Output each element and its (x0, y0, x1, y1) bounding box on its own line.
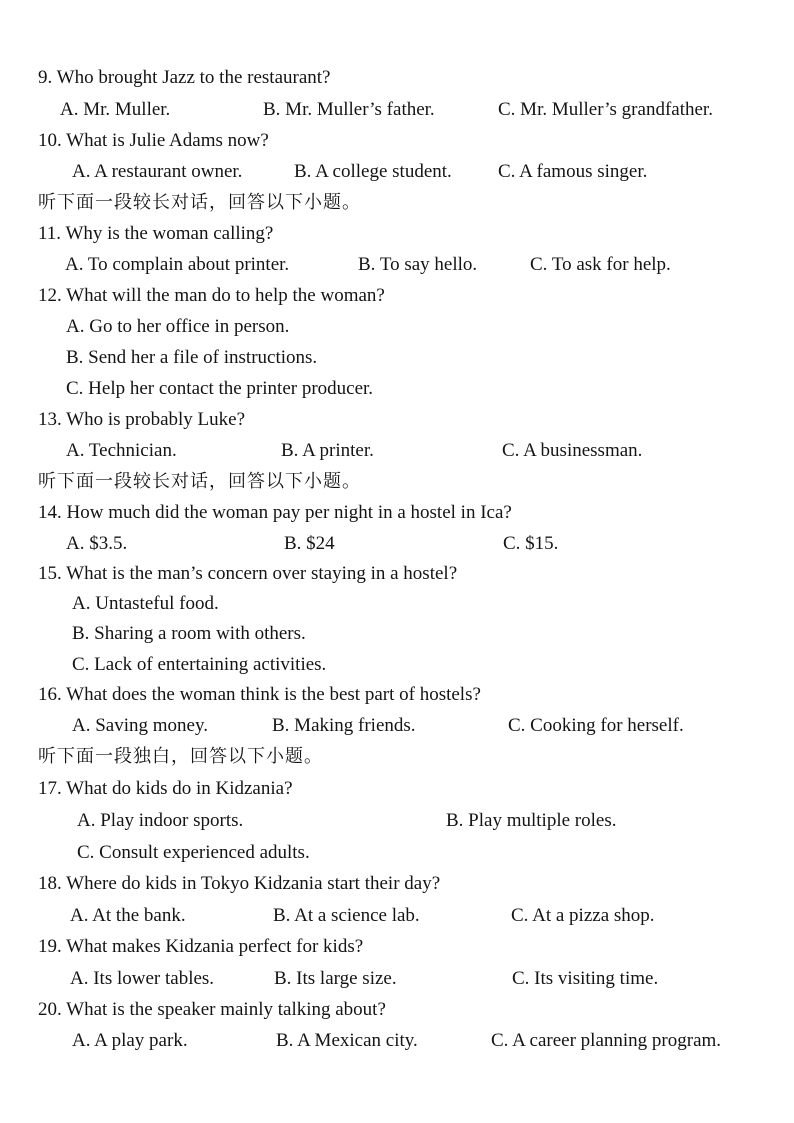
question-19-option-a: A. Its lower tables. (70, 968, 215, 989)
question-11-stem: 11. Why is the woman calling? (38, 223, 274, 244)
question-15-option-a: A. Untasteful food. (72, 593, 219, 614)
question-18-stem: 18. Where do kids in Tokyo Kidzania start their day? (38, 873, 441, 894)
question-10-stem: 10. What is Julie Adams now? (38, 130, 269, 151)
question-18-option-b: B. At a science lab. (273, 905, 420, 926)
question-15-option-b: B. Sharing a room with others. (72, 623, 306, 644)
question-14-option-b: B. $24 (284, 533, 335, 554)
question-15-stem: 15. What is the man’s concern over staying in a hostel? (38, 563, 458, 584)
question-13-option-c: C. A businessman. (502, 440, 643, 461)
question-10-option-b: B. A college student. (294, 161, 452, 182)
question-9-option-c: C. Mr. Muller’s grandfather. (498, 99, 713, 120)
question-19-stem: 19. What makes Kidzania perfect for kids? (38, 936, 364, 957)
question-14-option-c: C. $15. (503, 533, 559, 554)
question-12-option-a: A. Go to her office in person. (66, 316, 290, 337)
question-13-option-b: B. A printer. (281, 440, 374, 461)
question-20-option-b: B. A Mexican city. (276, 1030, 418, 1051)
question-12-option-c: C. Help her contact the printer producer. (66, 378, 374, 399)
question-11-option-b: B. To say hello. (358, 254, 478, 275)
question-15-option-c: C. Lack of entertaining activities. (72, 654, 327, 675)
question-17-option-b: B. Play multiple roles. (446, 810, 617, 831)
section-heading-monologue: 听下面一段独白，回答以下小题。 (38, 746, 323, 767)
question-17-stem: 17. What do kids do in Kidzania? (38, 778, 293, 799)
question-19-option-c: C. Its visiting time. (512, 968, 659, 989)
question-11-option-c: C. To ask for help. (530, 254, 671, 275)
question-16-option-c: C. Cooking for herself. (508, 715, 684, 736)
question-10-option-a: A. A restaurant owner. (72, 161, 243, 182)
question-9-option-a: A. Mr. Muller. (60, 99, 171, 120)
question-20-option-a: A. A play park. (72, 1030, 188, 1051)
question-12-stem: 12. What will the man do to help the woman? (38, 285, 385, 306)
question-13-stem: 13. Who is probably Luke? (38, 409, 246, 430)
question-18-option-a: A. At the bank. (70, 905, 186, 926)
section-heading-long-dialogue-1: 听下面一段较长对话，回答以下小题。 (38, 192, 361, 213)
question-11-option-a: A. To complain about printer. (65, 254, 290, 275)
question-12-option-b: B. Send her a file of instructions. (66, 347, 318, 368)
question-19-option-b: B. Its large size. (274, 968, 397, 989)
question-14-stem: 14. How much did the woman pay per night in a hostel in Ica? (38, 502, 512, 523)
question-9-stem: 9. Who brought Jazz to the restaurant? (38, 67, 331, 88)
question-20-stem: 20. What is the speaker mainly talking about? (38, 999, 386, 1020)
question-16-stem: 16. What does the woman think is the best part of hostels? (38, 684, 481, 705)
question-18-option-c: C. At a pizza shop. (511, 905, 655, 926)
section-heading-long-dialogue-2: 听下面一段较长对话，回答以下小题。 (38, 471, 361, 492)
question-9-option-b: B. Mr. Muller’s father. (263, 99, 435, 120)
question-17-option-c: C. Consult experienced adults. (77, 842, 310, 863)
question-16-option-b: B. Making friends. (272, 715, 416, 736)
question-14-option-a: A. $3.5. (66, 533, 128, 554)
question-16-option-a: A. Saving money. (72, 715, 208, 736)
question-13-option-a: A. Technician. (66, 440, 177, 461)
question-10-option-c: C. A famous singer. (498, 161, 648, 182)
question-17-option-a: A. Play indoor sports. (77, 810, 244, 831)
question-20-option-c: C. A career planning program. (491, 1030, 722, 1051)
